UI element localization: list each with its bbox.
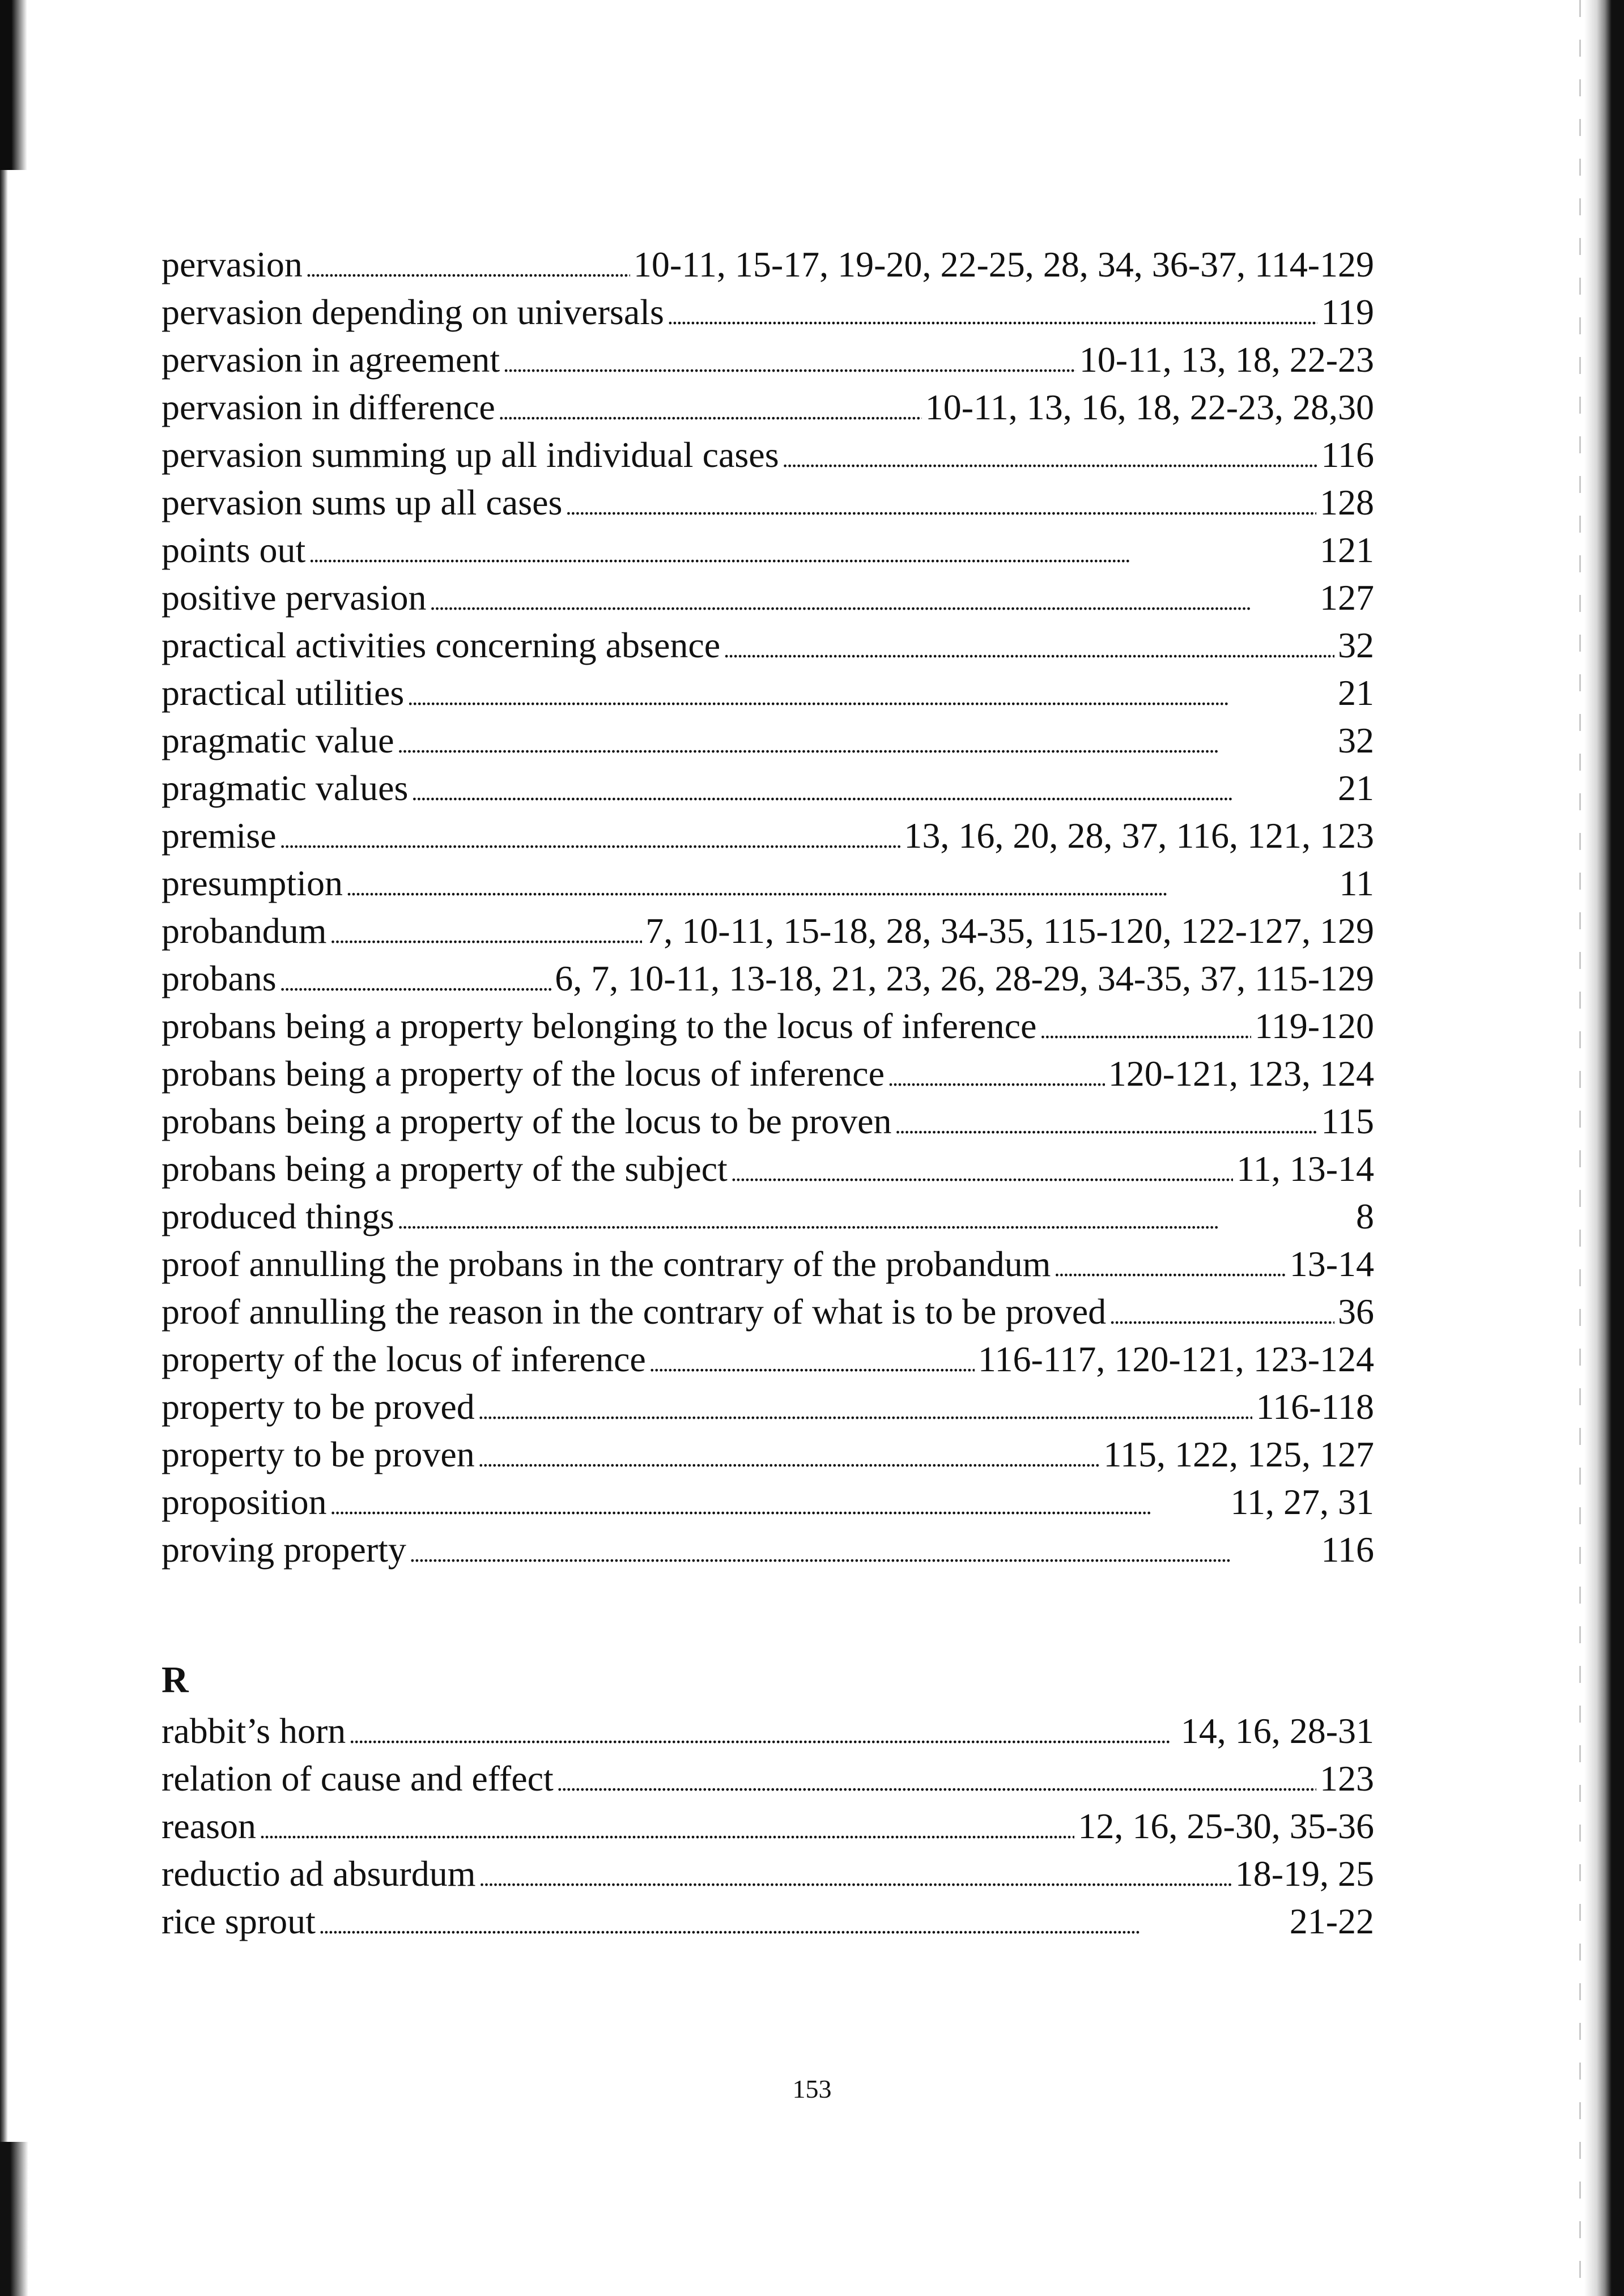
- index-pages: 115: [1321, 1101, 1374, 1141]
- index-term: probans being a property of the locus to be proven: [161, 1101, 892, 1141]
- index-term: property to be proven: [161, 1434, 475, 1474]
- dot-leader: [731, 1145, 1233, 1197]
- index-pages: 11, 27, 31: [1230, 1482, 1374, 1522]
- index-pages: 10-11, 15-17, 19-20, 22-25, 28, 34, 36-37, 114-129: [633, 244, 1374, 284]
- dot-leader: [783, 431, 1318, 483]
- index-pages: 116-117, 120-121, 123-124: [977, 1339, 1374, 1379]
- dot-leader: [479, 1850, 1232, 1902]
- index-term: pervasion sums up all cases: [161, 482, 563, 522]
- index-entry: [161, 955, 1374, 1002]
- index-entry: [161, 431, 1374, 479]
- index-pages: 128: [1320, 482, 1374, 522]
- dot-leader: [397, 717, 1334, 769]
- index-pages: 119: [1321, 292, 1374, 332]
- index-term: proof annulling the probans in the contrary of the probandum: [161, 1244, 1051, 1284]
- index-entry: [161, 1002, 1374, 1050]
- index-entry: [161, 384, 1374, 431]
- index-entry: [161, 1755, 1374, 1802]
- dot-leader: [280, 812, 901, 864]
- dot-leader: [557, 1755, 1316, 1807]
- index-entry: [161, 764, 1374, 812]
- dot-leader: [349, 1707, 1177, 1759]
- index-entry: [161, 1336, 1374, 1383]
- index-entry: [161, 1288, 1374, 1336]
- dot-leader: [346, 860, 1336, 912]
- scan-gutter-line: [1579, 0, 1581, 2296]
- index-term: pragmatic value: [161, 720, 394, 760]
- index-term: relation of cause and effect: [161, 1758, 554, 1798]
- index-pages: 13-14: [1289, 1244, 1374, 1284]
- index-term: produced things: [161, 1196, 394, 1236]
- index-entry: [161, 1050, 1374, 1098]
- index-term: probans being a property of the locus of inference: [161, 1053, 885, 1094]
- index-entry: [161, 1193, 1374, 1240]
- index-entry: [161, 574, 1374, 622]
- dot-leader: [566, 479, 1316, 531]
- index-pages: 123: [1320, 1758, 1374, 1798]
- index-entry: [161, 1478, 1374, 1526]
- index-pages: 127: [1320, 577, 1374, 618]
- index-term: proof annulling the reason in the contrary of what is to be proved: [161, 1291, 1107, 1332]
- index-pages: 11, 13-14: [1236, 1149, 1374, 1189]
- index-entry: [161, 1431, 1374, 1478]
- index-entry: [161, 1850, 1374, 1898]
- index-term: presumption: [161, 863, 343, 903]
- index-entry: [161, 241, 1374, 288]
- index-term: proposition: [161, 1482, 327, 1522]
- dot-leader: [407, 669, 1334, 721]
- index-term: positive pervasion: [161, 577, 427, 618]
- index-pages: 12, 16, 25-30, 35-36: [1078, 1806, 1374, 1846]
- scan-edge-right: [1584, 0, 1624, 2296]
- index-entry: [161, 1707, 1374, 1755]
- page-number: 153: [792, 2074, 832, 2103]
- index-entry: [161, 1383, 1374, 1431]
- index-term: probans: [161, 958, 277, 998]
- index-term: proving property: [161, 1529, 406, 1570]
- index-pages: 21: [1338, 673, 1374, 713]
- index-entry: [161, 1145, 1374, 1193]
- index-term: rabbit’s horn: [161, 1711, 346, 1751]
- dot-leader: [411, 764, 1334, 817]
- dot-leader: [1040, 1002, 1251, 1055]
- index-list: [161, 241, 1374, 1945]
- dot-leader: [398, 1193, 1353, 1245]
- dot-leader: [330, 1478, 1227, 1530]
- index-entry: [161, 288, 1374, 336]
- index-term: practical utilities: [161, 673, 405, 713]
- dot-leader: [1054, 1240, 1286, 1292]
- index-pages: 116: [1321, 1529, 1374, 1570]
- index-entry: [161, 1802, 1374, 1850]
- index-entry: [161, 907, 1374, 955]
- index-entry: [161, 1240, 1374, 1288]
- index-pages: 10-11, 13, 18, 22-23: [1079, 339, 1374, 380]
- dot-leader: [478, 1431, 1100, 1483]
- index-entry: [161, 860, 1374, 907]
- index-term: pervasion summing up all individual cases: [161, 435, 779, 475]
- index-pages: 13, 16, 20, 28, 37, 116, 121, 123: [904, 815, 1374, 856]
- index-pages: 8: [1356, 1196, 1374, 1236]
- dot-leader: [319, 1898, 1286, 1950]
- index-entry: [161, 526, 1374, 574]
- index-term: pervasion depending on universals: [161, 292, 664, 332]
- index-entry: [161, 669, 1374, 717]
- scan-edge-left-top: [0, 0, 27, 170]
- scan-edge-left-bottom: [0, 2142, 28, 2296]
- index-entry: [161, 1098, 1374, 1145]
- index-term: pragmatic values: [161, 768, 409, 808]
- index-entry: [161, 812, 1374, 860]
- index-term: rice sprout: [161, 1901, 316, 1941]
- index-pages: 121: [1320, 530, 1374, 570]
- index-entry: [161, 479, 1374, 526]
- index-pages: 6, 7, 10-11, 13-18, 21, 23, 26, 28-29, 34-35, 37, 115-129: [555, 958, 1374, 998]
- dot-leader: [430, 574, 1316, 626]
- index-pages: 7, 10-11, 15-18, 28, 34-35, 115-120, 122-127, 129: [645, 911, 1374, 951]
- index-term: probans being a property belonging to the locus of inference: [161, 1006, 1037, 1046]
- index-term: points out: [161, 530, 306, 570]
- dot-leader: [895, 1098, 1318, 1150]
- index-pages: 18-19, 25: [1235, 1853, 1374, 1894]
- index-entry: [161, 1526, 1374, 1574]
- dot-leader: [260, 1802, 1074, 1855]
- index-term: pervasion in difference: [161, 387, 495, 427]
- index-pages: 10-11, 13, 16, 18, 22-23, 28,30: [925, 387, 1374, 427]
- dot-leader: [280, 955, 552, 1007]
- index-entry: [161, 336, 1374, 384]
- index-term: property of the locus of inference: [161, 1339, 646, 1379]
- dot-leader: [478, 1383, 1253, 1435]
- index-pages: 120-121, 123, 124: [1108, 1053, 1374, 1094]
- dot-leader: [668, 288, 1317, 341]
- index-pages: 119-120: [1255, 1006, 1374, 1046]
- index-term: reason: [161, 1806, 257, 1846]
- index-term: reductio ad absurdum: [161, 1853, 476, 1894]
- index-pages: 11: [1339, 863, 1374, 903]
- dot-leader: [724, 622, 1334, 674]
- dot-leader: [410, 1526, 1317, 1578]
- index-pages: 116-118: [1256, 1387, 1374, 1427]
- dot-leader: [503, 336, 1076, 388]
- dot-leader: [1109, 1288, 1334, 1340]
- dot-leader: [306, 241, 630, 293]
- index-term: probandum: [161, 911, 327, 951]
- index-pages: 32: [1338, 625, 1374, 665]
- dot-leader: [330, 907, 643, 959]
- dot-leader: [649, 1336, 975, 1388]
- index-pages: 115, 122, 125, 127: [1103, 1434, 1374, 1474]
- index-term: property to be proved: [161, 1387, 475, 1427]
- index-term: probans being a property of the subject: [161, 1149, 728, 1189]
- index-term: premise: [161, 815, 277, 856]
- index-pages: 116: [1321, 435, 1374, 475]
- index-pages: 14, 16, 28-31: [1180, 1711, 1374, 1751]
- index-pages: 32: [1338, 720, 1374, 760]
- index-entry: [161, 717, 1374, 764]
- scan-edge-left: [0, 0, 8, 2296]
- index-term: pervasion in agreement: [161, 339, 500, 380]
- index-pages: 21: [1338, 768, 1374, 808]
- index-entry: [161, 1898, 1374, 1945]
- index-term: pervasion: [161, 244, 303, 284]
- dot-leader: [499, 384, 922, 436]
- index-term: practical activities concerning absence: [161, 625, 721, 665]
- section-heading-r: R: [161, 1659, 189, 1700]
- dot-leader: [309, 526, 1316, 579]
- index-pages: 21-22: [1289, 1901, 1374, 1941]
- index-pages: 36: [1338, 1291, 1374, 1332]
- index-entry: [161, 622, 1374, 669]
- dot-leader: [888, 1050, 1105, 1102]
